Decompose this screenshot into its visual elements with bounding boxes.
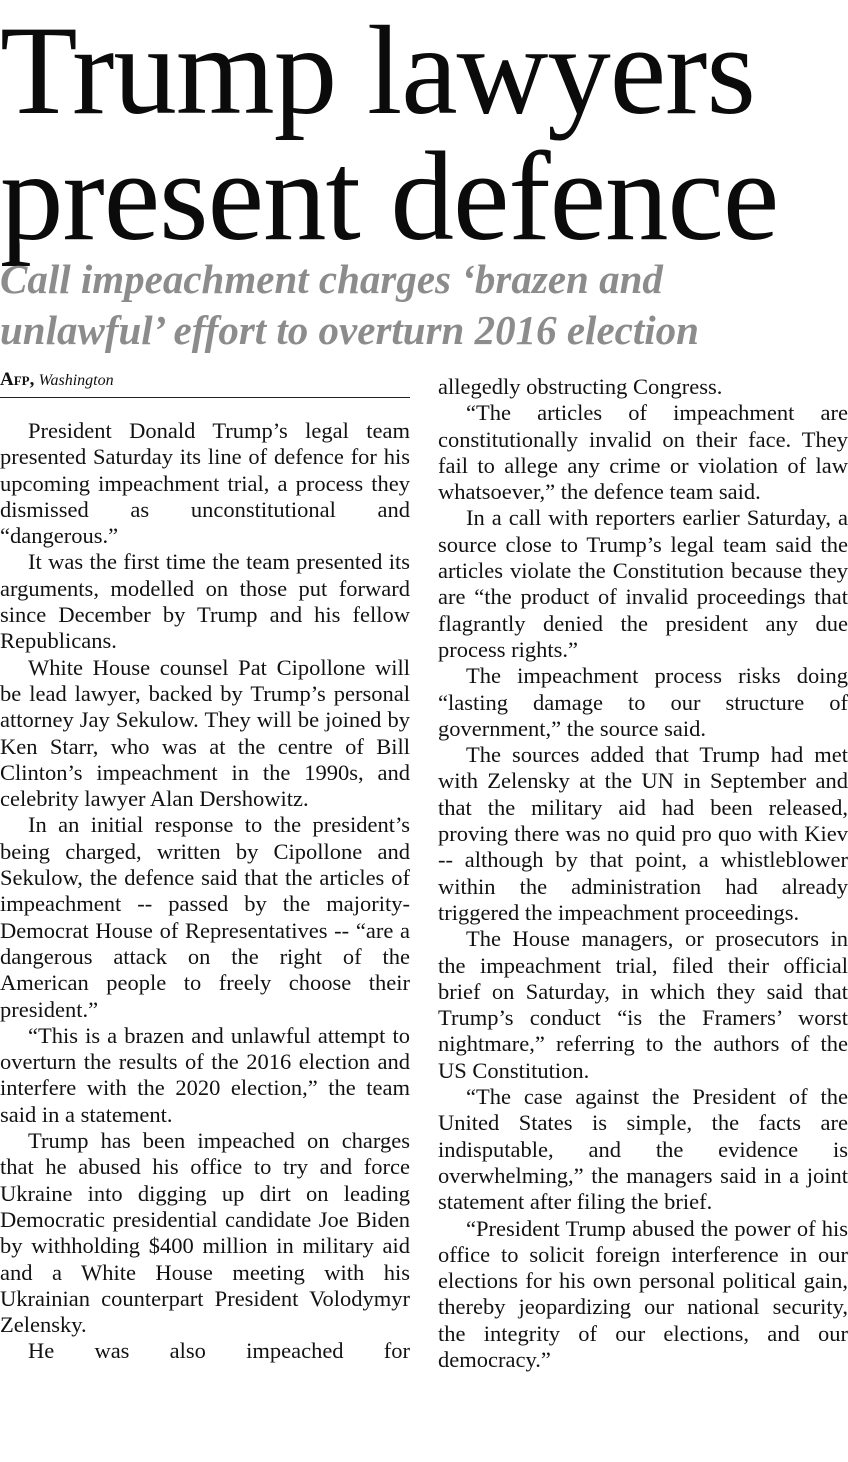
byline-agency: Afp, — [0, 369, 35, 390]
paragraph: It was the first time the team presented its arguments, modelled on those put forward since December by Trump and his fellow Republicans. — [0, 549, 410, 654]
headline — [0, 1, 779, 267]
paragraph: allegedly obstructing Congress. — [438, 374, 723, 399]
paragraph: “The articles of impeachment are constitutionally invalid on their face. They fail to allege any crime or violation of law whatsoever,” the defence team said. — [438, 400, 848, 505]
subheadline — [0, 254, 699, 356]
paragraph: He was also impeached for — [28, 1338, 410, 1364]
headline-line-1: Trump lawyers — [0, 1, 755, 141]
article-column-1 — [0, 418, 410, 1365]
paragraph: “The case against the President of the United States is simple, the facts are indisputable, and the evidence is overwhelming,” the managers said in a joint statement after filing the brief. — [438, 1084, 848, 1215]
paragraph: The House managers, or prosecutors in the impeachment trial, filed their official brief on Saturday, in which they said that Trump’s conduct “is the Framers’ worst nightmare,” referring to the authors of the US Constitution. — [438, 926, 848, 1083]
byline — [0, 369, 410, 398]
paragraph: The impeachment process risks doing “lasting damage to our structure of government,” the source said. — [438, 663, 848, 741]
paragraph: White House counsel Pat Cipollone will be lead lawyer, backed by Trump’s personal attorney Jay Sekulow. They will be joined by Ken Starr, who was at the centre of Bill Clinton’s impeachment in the 1990s, and celebrity lawyer Alan Dershowitz. — [0, 654, 410, 812]
subheadline-line-1: Call impeachment charges ‘brazen and — [0, 256, 663, 302]
paragraph: “This is a brazen and unlawful attempt to overturn the results of the 2016 election and interfere with the 2020 election,” the team said in a statement. — [0, 1022, 410, 1127]
paragraph: In an initial response to the president’s being charged, written by Cipollone and Sekulow, the defence said that the articles of impeachment -- passed by the majority-Democrat House of Representatives -- “are a dangerous attack on the right of the American people to freely choose their president.” — [0, 812, 410, 1022]
paragraph: “President Trump abused the power of his office to solicit foreign interference in our elections for his own personal political gain, thereby jeopardizing our national security, the integrity of our elections, and our democracy.” — [438, 1215, 848, 1372]
paragraph: Trump has been impeached on charges that he abused his office to try and force Ukraine into digging up dirt on leading Democratic presidential candidate Joe Biden by withholding $400 million in military aid and a White House meeting with his Ukrainian counterpart President Volodymyr Zelensky. — [0, 1128, 410, 1338]
headline-line-2: present defence — [0, 127, 779, 267]
paragraph: President Donald Trump’s legal team presented Saturday its line of defence for his upcoming impeachment trial, a process they dismissed as unconstitutional and “dangerous.” — [0, 418, 410, 549]
subheadline-line-2: unlawful’ effort to overturn 2016 election — [0, 307, 699, 353]
article-column-2 — [438, 374, 848, 1373]
paragraph: In a call with reporters earlier Saturday, a source close to Trump’s legal team said the articles violate the Constitution because they are “the product of invalid proceedings that flagrantly denied the president any due process rights.” — [438, 505, 848, 662]
byline-dateline: Washington — [38, 372, 114, 389]
paragraph: The sources added that Trump had met with Zelensky at the UN in September and that the military aid had been released, proving there was no quid pro quo with Kiev -- although by that point, a whistleblower within the administration had already triggered the impeachment proceedings. — [438, 742, 848, 925]
